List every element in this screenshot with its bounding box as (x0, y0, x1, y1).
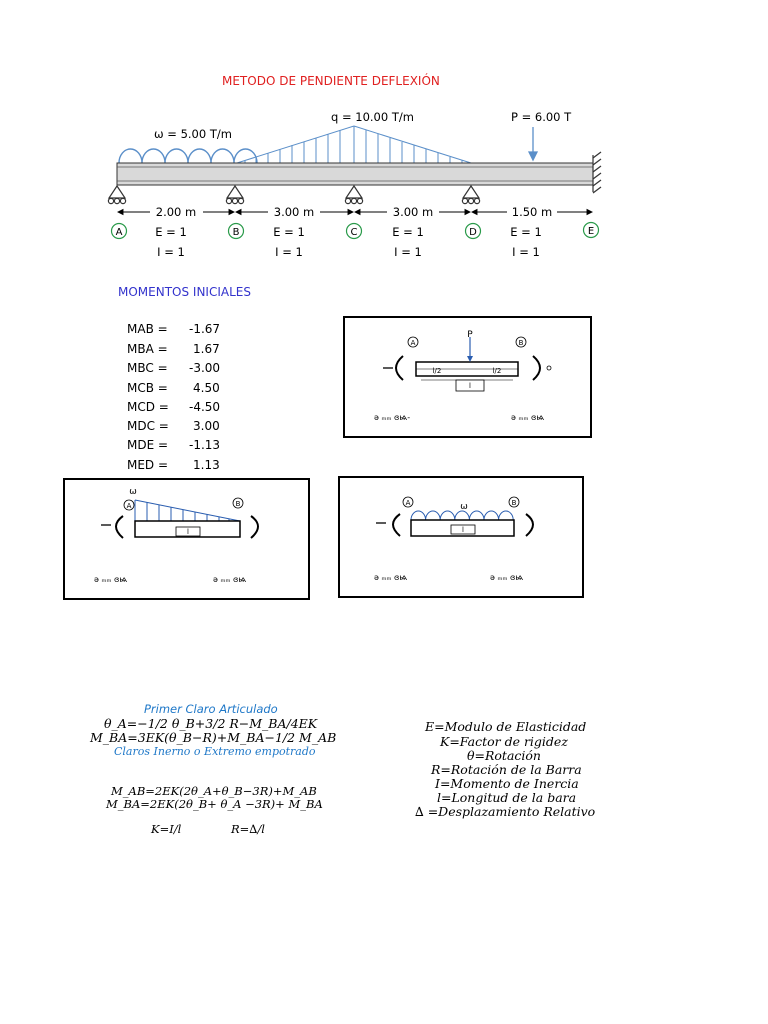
moments-title: MOMENTOS INICIALES (118, 285, 251, 299)
formula-mab: M_AB=2EK(2θ_A+θ_B−3R)+M_AB (111, 784, 317, 798)
moment-row: MED = 1.13 (127, 458, 220, 472)
triangular-load (237, 126, 471, 163)
span-bc-i: I = 1 (275, 245, 303, 259)
support-d (462, 186, 479, 204)
tri-load-w: ω (129, 487, 137, 497)
span-de-length: 1.50 m (511, 205, 553, 219)
span-cd-i: I = 1 (394, 245, 422, 259)
node-e-label: E (587, 226, 595, 237)
node-b-label: B (232, 227, 240, 238)
span-cd-e: E = 1 (392, 225, 424, 239)
legend-k: K=Factor de rigidez (440, 734, 568, 749)
moment-row: MDC = 3.00 (127, 419, 220, 433)
point-load-p: P (467, 330, 473, 340)
svg-text:ə ₘₘ ɞѩ: ə ₘₘ ɞѩ (490, 573, 524, 582)
span-ab-length: 2.00 m (155, 205, 197, 219)
support-b (226, 186, 243, 204)
span-de-e: E = 1 (510, 225, 542, 239)
svg-text:ə ₘₘ ɞѩ: ə ₘₘ ɞѩ (511, 413, 545, 422)
uniform-load-label: ω = 5.00 T/m (154, 127, 232, 141)
length-label: l (469, 382, 471, 390)
svg-text:ə ₘₘ ɞѩ: ə ₘₘ ɞѩ (94, 575, 128, 584)
moment-row: MAB = -1.67 (127, 322, 221, 336)
moment-row: MDE = -1.13 (127, 438, 221, 452)
moment-row: MBC = -3.00 (127, 361, 221, 375)
legend-delta: ∆ =Desplazamiento Relativo (415, 804, 596, 819)
node-a-label: A (405, 499, 411, 507)
page-title: METODO DE PENDIENTE DEFLEXIÓN (222, 74, 440, 88)
node-b-label: B (518, 339, 524, 347)
legend-e: E=Modulo de Elasticidad (425, 719, 587, 734)
support-a (108, 186, 125, 204)
legend-theta: θ=Rotación (467, 748, 541, 763)
node-a-label: A (126, 502, 132, 510)
formula-heading-2: Claros Inerno o Extremo empotrado (114, 745, 316, 758)
support-c (345, 186, 362, 204)
triangular-load-diagram (63, 478, 310, 600)
node-b-label: B (511, 499, 517, 507)
node-a-label: A (410, 339, 416, 347)
formula-mba: M_BA=2EK(2θ_B+ θ_A −3R)+ M_BA (106, 797, 323, 811)
point-load-arrow (529, 127, 537, 160)
svg-text:ə ₘₘ ɞѩ: ə ₘₘ ɞѩ (213, 575, 247, 584)
triangular-load-label: q = 10.00 T/m (331, 110, 414, 124)
beam-diagram (0, 0, 768, 270)
fixed-support (593, 152, 601, 193)
moment-row: MCD = -4.50 (127, 400, 221, 414)
node-b-label: B (235, 500, 241, 508)
half-length-label: l/2 (432, 367, 442, 375)
node-a-label: A (115, 227, 123, 238)
formula-k: K=I/l (151, 822, 182, 836)
length-label: l (462, 526, 464, 534)
span-de-i: I = 1 (512, 245, 540, 259)
span-ab-i: I = 1 (157, 245, 185, 259)
node-c-label: C (350, 227, 358, 238)
uniform-load-diagram (338, 476, 584, 598)
svg-text:ə ₘₘ ɞѩ-: ə ₘₘ ɞѩ- (374, 413, 411, 422)
length-label: l (187, 528, 189, 536)
formula-heading-1: Primer Claro Articulado (144, 702, 278, 716)
node-d-label: D (469, 227, 477, 238)
legend-i: I=Momento de Inercia (435, 776, 579, 791)
uni-load-w: ω (460, 502, 468, 512)
beam (117, 163, 593, 185)
span-ab-e: E = 1 (155, 225, 187, 239)
uniform-load-loops (119, 149, 257, 163)
span-cd-length: 3.00 m (392, 205, 434, 219)
point-load-diagram (343, 316, 592, 438)
half-length-label: l/2 (492, 367, 502, 375)
moment-row: MCB = 4.50 (127, 381, 220, 395)
span-bc-length: 3.00 m (273, 205, 315, 219)
svg-text:ə ₘₘ ɞѩ: ə ₘₘ ɞѩ (374, 573, 408, 582)
point-load-label: P = 6.00 T (511, 110, 572, 124)
moment-row: MBA = 1.67 (127, 342, 220, 356)
formula-theta-a: θ_A=−1/2 θ_B+3/2 R−M_BA/4EK (104, 716, 318, 731)
legend-l: l=Longitud de la bara (437, 790, 577, 805)
formula-r: R=∆/l (231, 822, 265, 836)
legend-r: R=Rotación de la Barra (431, 762, 582, 777)
span-bc-e: E = 1 (273, 225, 305, 239)
formula-mba-articulado: M_BA=3EK(θ_B−R)+M_BA−1/2 M_AB (90, 730, 337, 745)
